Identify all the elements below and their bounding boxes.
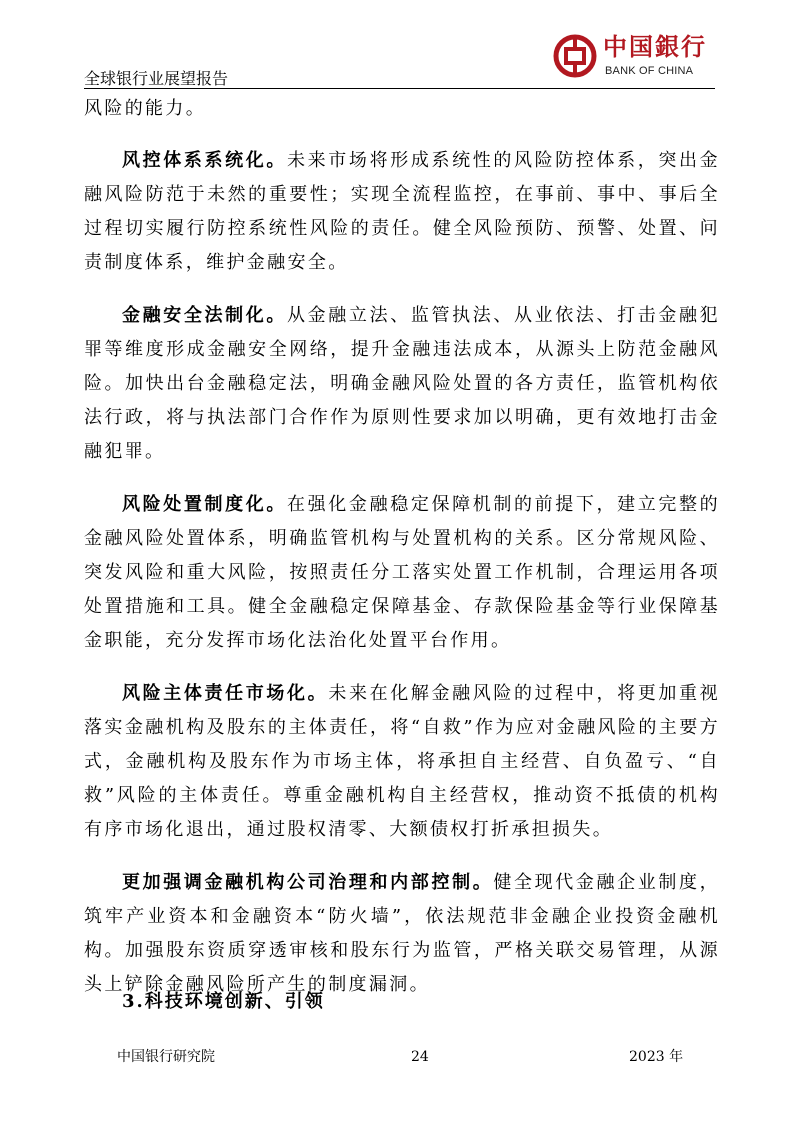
paragraph-text: 健全现代金融企业制度，筑牢产业资本和金融资本“防火墙”，依法规范非金融企业投资金融机构。加强股东资质穿透审核和股东行为监管，严格关联交易管理，从源头上铲除金融风险所产生的制度漏洞。 bbox=[84, 872, 720, 995]
paragraph-corporate-governance bbox=[84, 866, 720, 1002]
paragraph-lead: 风险处置制度化。 bbox=[122, 494, 288, 515]
paragraph-text: 未来在化解金融风险的过程中，将更加重视落实金融机构及股东的主体责任，将“自救”作为应对金融风险的主要方式，金融机构及股东作为市场主体，将承担自主经营、自负盈亏、“自救”风险的主体责任。尊重金融机构自主经营权，推动资不抵债的机构有序市场化退出，通过股权清零、大额债权打折承担损失。 bbox=[84, 683, 721, 840]
paragraph-risk-disposal-system bbox=[84, 488, 720, 658]
page-body bbox=[84, 92, 720, 1021]
continuation-text: 风险的能力。 bbox=[84, 98, 207, 119]
footer-institution: 中国银行研究院 bbox=[117, 1049, 215, 1065]
report-title: 全球银行业展望报告 bbox=[84, 69, 229, 88]
section-heading: 3.科技环境创新、引领 bbox=[122, 991, 325, 1012]
paragraph-risk-control-system bbox=[84, 144, 720, 280]
header-divider bbox=[84, 88, 715, 89]
paragraph-lead: 风控体系系统化。 bbox=[122, 150, 288, 171]
paragraph-risk-responsibility-market bbox=[84, 677, 720, 847]
bank-logo bbox=[553, 30, 715, 80]
logo-chinese-name: 中国銀行 bbox=[603, 32, 707, 61]
bank-of-china-emblem-icon bbox=[553, 34, 597, 78]
page-number: 24 bbox=[411, 1049, 429, 1065]
footer-year: 2023 年 bbox=[629, 1049, 684, 1065]
paragraph-lead: 更加强调金融机构公司治理和内部控制。 bbox=[122, 872, 494, 893]
paragraph-text: 在强化金融稳定保障机制的前提下，建立完整的金融风险处置体系，明确监管机构与处置机构的关系。区分常规风险、突发风险和重大风险，按照责任分工落实处置工作机制，合理运用各项处置措施和工具。健全金融稳定保障基金、存款保险基金等行业保障基金职能，充分发挥市场化法治化处置平台作用。 bbox=[84, 494, 720, 651]
paragraph-financial-security-law bbox=[84, 299, 720, 469]
paragraph-text: 未来市场将形成系统性的风险防控体系，突出金融风险防范于未然的重要性；实现全流程监控，在事前、事中、事后全过程切实履行防控系统性风险的责任。健全风险预防、预警、处置、问责制度体系，维护金融安全。 bbox=[84, 150, 720, 273]
paragraph-lead: 金融安全法制化。 bbox=[122, 305, 288, 326]
paragraph-lead: 风险主体责任市场化。 bbox=[122, 683, 329, 704]
paragraph-text: 从金融立法、监管执法、从业依法、打击金融犯罪等维度形成金融安全网络，提升金融违法成本，从源头上防范金融风险。加快出台金融稳定法，明确金融风险处置的各方责任，监管机构依法行政，将与执法部门合作作为原则性要求加以明确，更有效地打击金融犯罪。 bbox=[84, 305, 720, 462]
logo-english-name: BANK OF CHINA bbox=[605, 65, 694, 77]
